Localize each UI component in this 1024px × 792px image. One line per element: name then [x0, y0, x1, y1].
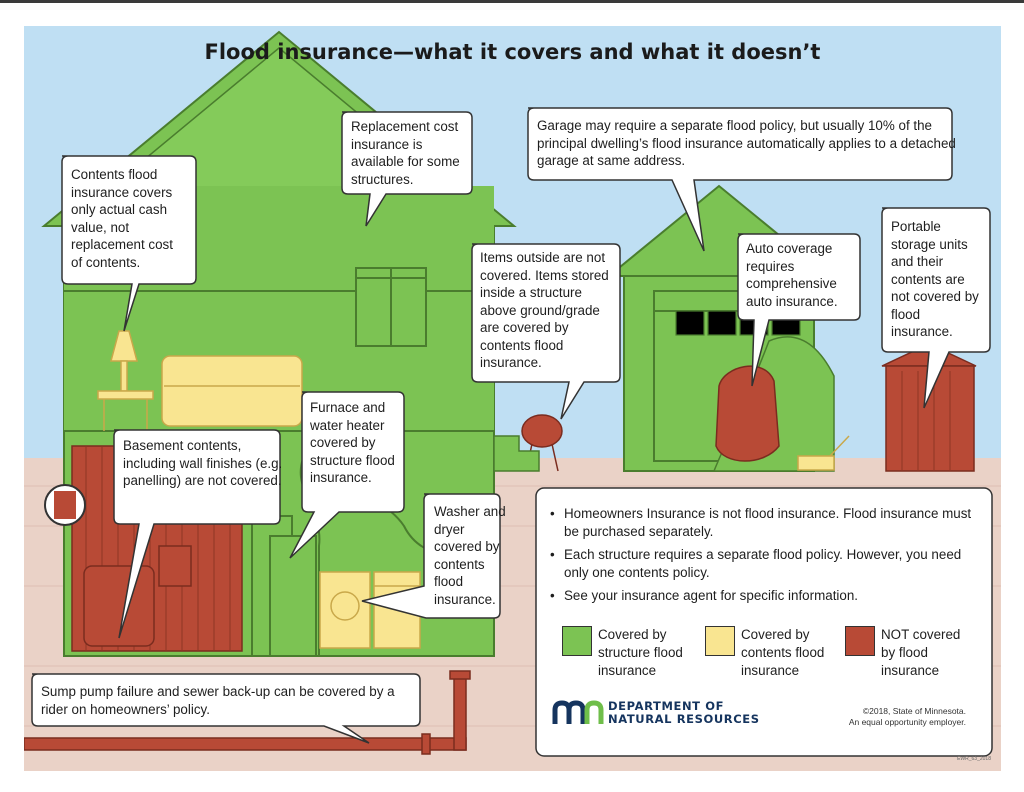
legend-swatch-yellow	[705, 626, 735, 656]
callout-garage-policy: Garage may require a separate flood policy, but usually 10% of the principal dwelling’s flood insurance automatically applies to a detached garage at same address.	[537, 118, 956, 168]
callout-contents-cash-value: Contents flood insurance covers only actual cash value, not replacement cost of contents.	[71, 167, 173, 270]
info-bullet: • See your insurance agent for specific information.	[548, 587, 973, 605]
legend-structure	[562, 626, 707, 680]
legend-not-covered	[845, 626, 975, 680]
top-border	[0, 0, 1024, 3]
info-bullet: • Homeowners Insurance is not flood insurance. Flood insurance must be purchased separately.	[548, 505, 973, 541]
legend-label: Covered by contents flood insurance	[741, 627, 825, 678]
legend-label: NOT covered by flood insurance	[881, 627, 961, 678]
callout-items-outside: Items outside are not covered. Items stored inside a structure above ground/grade are covered by contents flood insurance.	[480, 250, 609, 370]
callout-washer-dryer: Washer and dryer covered by contents flood insurance.	[434, 504, 506, 607]
legend-swatch-green	[562, 626, 592, 656]
legend-swatch-red	[845, 626, 875, 656]
info-box	[548, 505, 973, 610]
legend-label: Covered by structure flood insurance	[598, 627, 683, 678]
dnr-logo-icon	[552, 700, 604, 726]
document-code: EWR_63_2018	[957, 756, 991, 762]
callout-basement: Basement contents, including wall finishes (e.g. panelling) are not covered.	[123, 438, 283, 488]
callout-furnace: Furnace and water heater covered by structure flood insurance.	[310, 400, 395, 485]
car-not-covered	[716, 366, 779, 461]
page-title: Flood insurance—what it covers and what it doesn’t	[204, 40, 821, 64]
callout-auto-coverage: Auto coverage requires comprehensive auto insurance.	[746, 241, 838, 309]
callout-portable-storage: Portable storage units and their contents are not covered by flood insurance.	[891, 219, 979, 339]
callout-replacement-cost: Replacement cost insurance is available for some structures.	[351, 119, 460, 187]
callout-sump-pump: Sump pump failure and sewer back-up can be covered by a rider on homeowners’ policy.	[41, 684, 395, 717]
info-bullet: • Each structure requires a separate flood policy. However, you need only one contents policy.	[548, 546, 973, 582]
panelling-sample	[54, 491, 76, 519]
copyright-note: ©2018, State of Minnesota. An equal opportunity employer.	[848, 706, 966, 727]
dnr-wordmark: DEPARTMENT OF NATURAL RESOURCES	[608, 699, 760, 726]
legend-contents	[705, 626, 845, 680]
